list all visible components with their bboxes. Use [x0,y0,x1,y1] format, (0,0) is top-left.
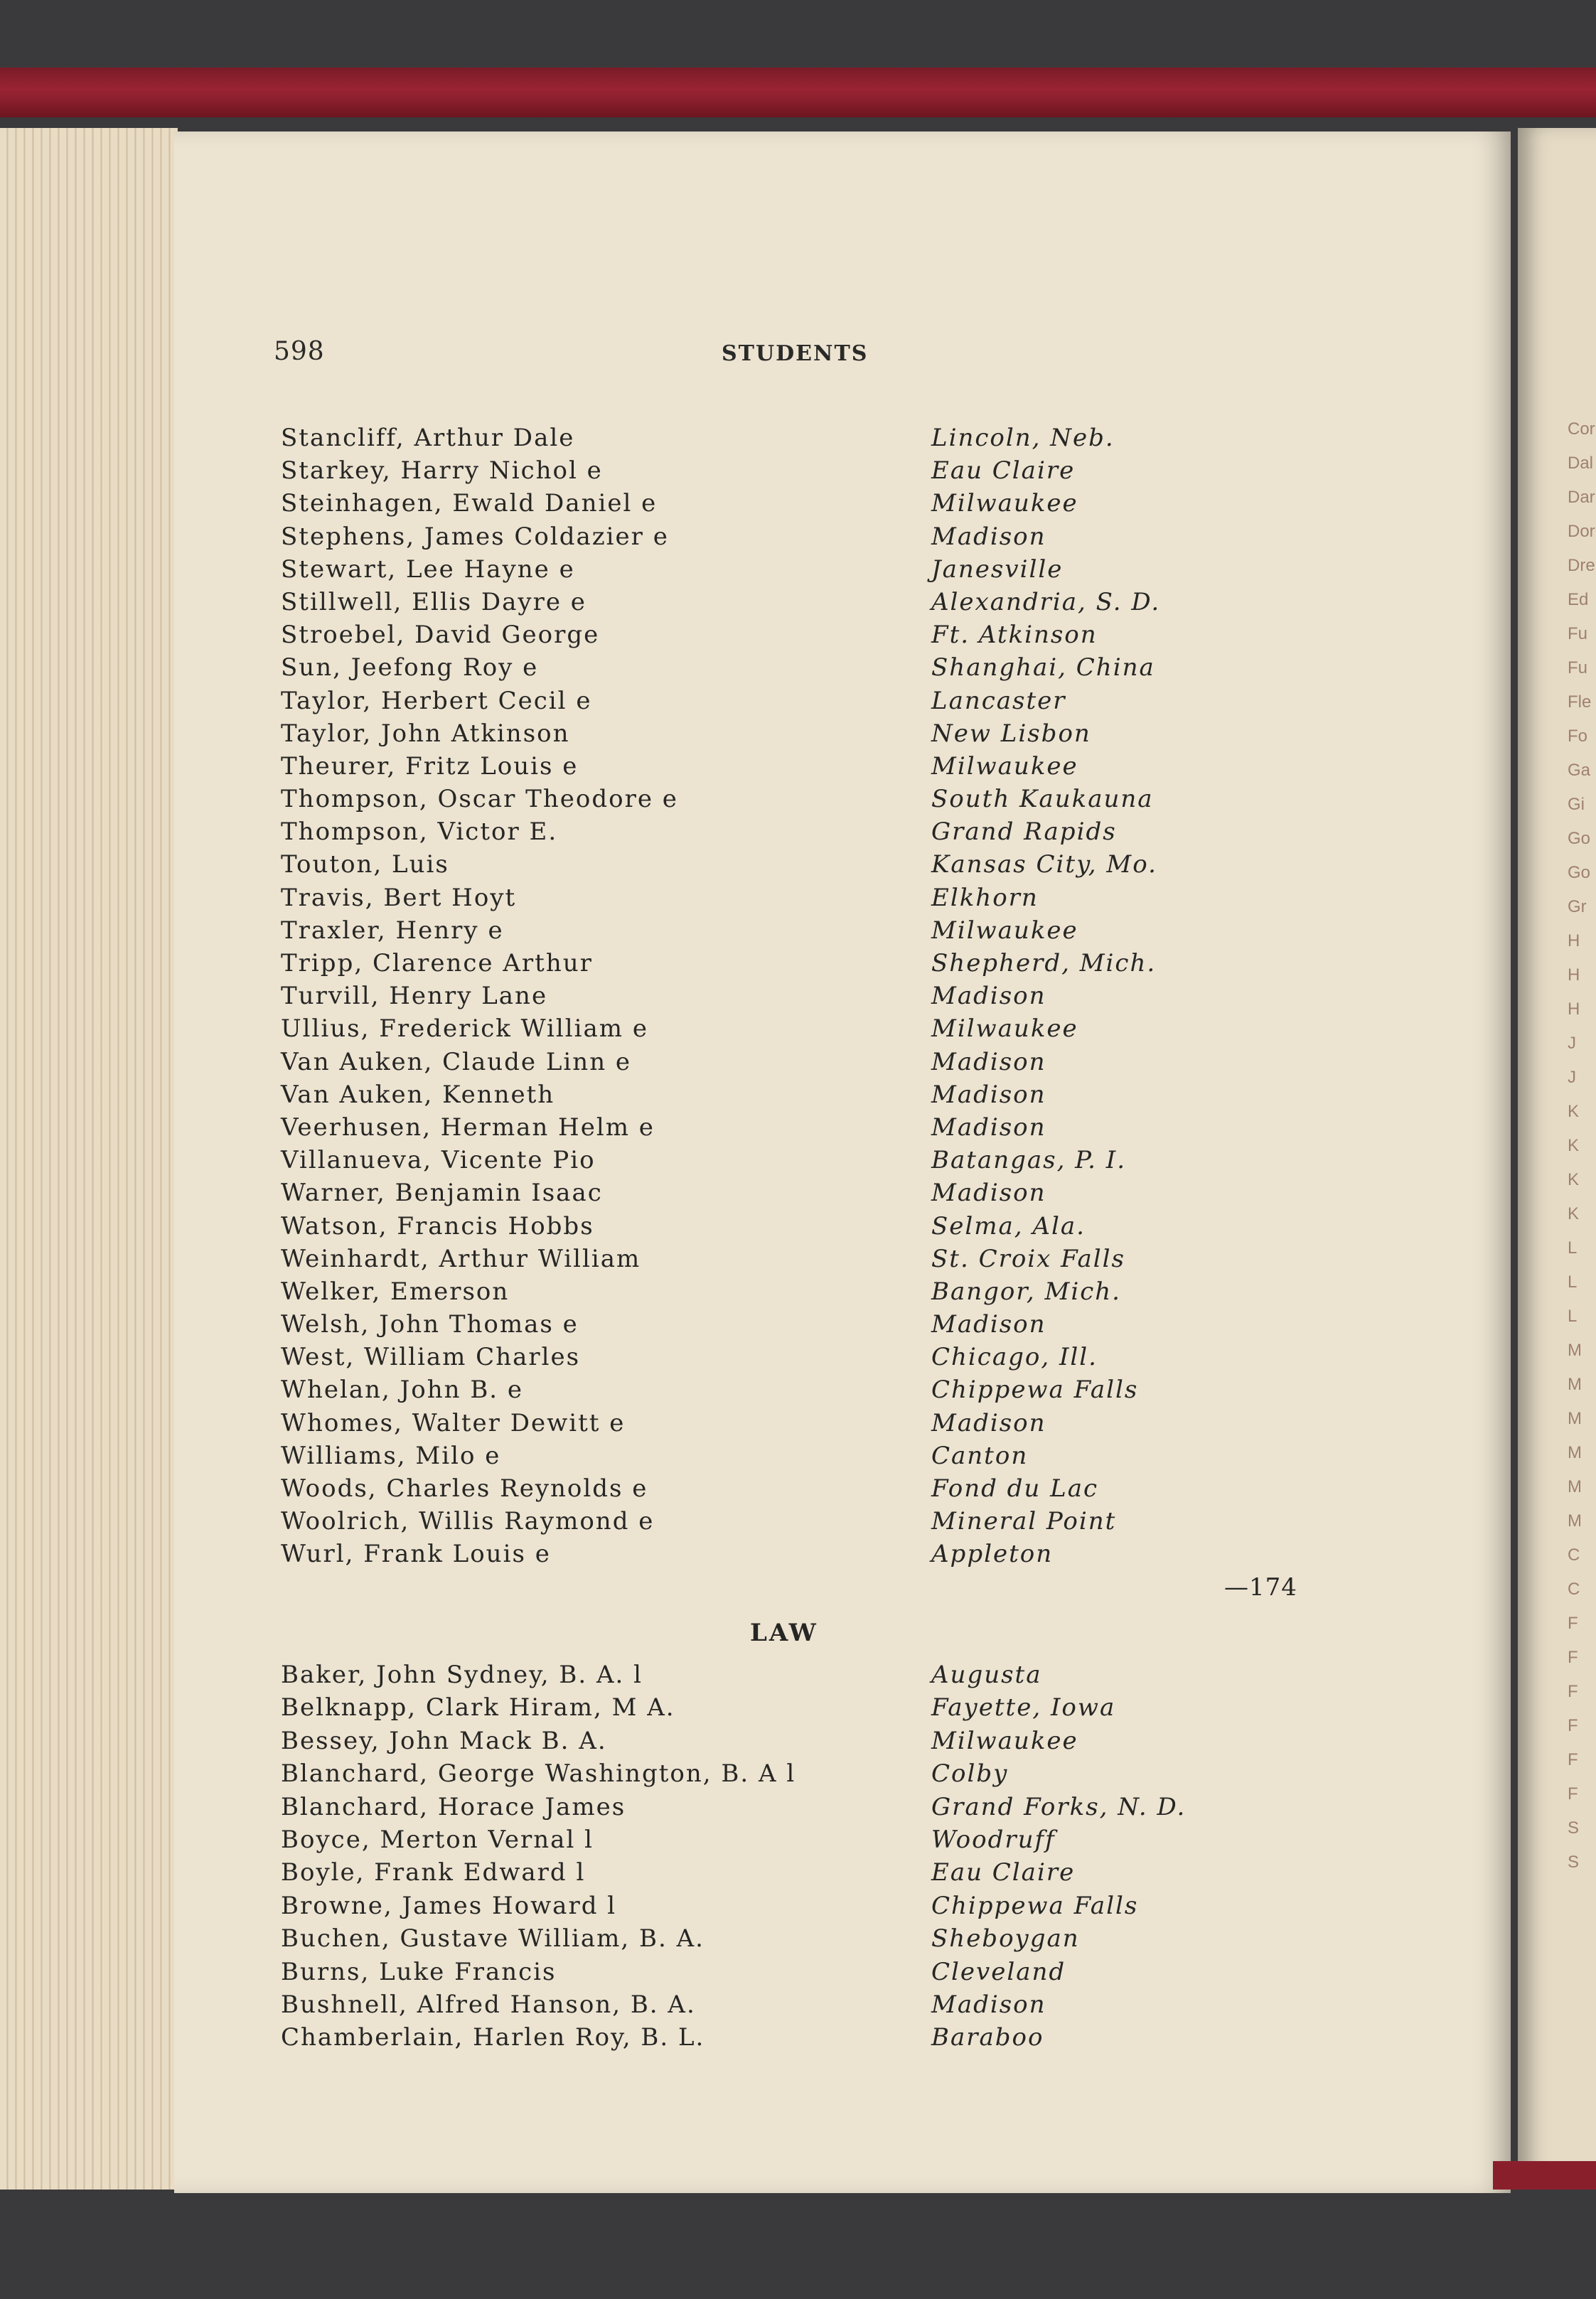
edge-fragment: K [1568,1170,1580,1189]
entry-name: Buchen, Gustave William, B. A. [281,1924,705,1954]
law-student-row [281,1725,1219,1757]
entry-place: Selma, Ala. [931,1211,1086,1240]
entry-name: Woods, Charles Reynolds e [281,1474,648,1503]
law-student-row [281,1856,1219,1889]
entry-place: Colby [931,1759,1009,1789]
entry-place: Milwaukee [931,751,1078,781]
edge-fragment: Fo [1568,727,1588,746]
entry-place: Fayette, Iowa [931,1693,1116,1722]
edge-fragment: F [1568,1716,1578,1735]
edge-fragment: C [1568,1545,1580,1565]
entry-place: Madison [931,1113,1046,1142]
entry-name: Stancliff, Arthur Dale [281,424,575,452]
entry-name: Belknapp, Clark Hiram, M A. [281,1693,675,1722]
student-row [281,980,1219,1012]
student-row [281,717,1219,750]
entry-place: Milwaukee [931,916,1078,945]
entry-place: New Lisbon [931,719,1091,748]
student-row [281,422,1219,454]
entry-name: Baker, John Sydney, B. A. l [281,1661,643,1689]
edge-fragment: Gi [1568,795,1585,814]
edge-fragment: K [1568,1204,1580,1223]
law-student-row [281,2021,1219,2054]
entry-name: Travis, Bert Hoyt [281,883,517,912]
edge-fragment: F [1568,1648,1578,1667]
book-binding-bottom [1493,2161,1596,2190]
entry-place: Appleton [931,1540,1054,1569]
entry-place: Eau Claire [931,1858,1076,1887]
student-row [281,1243,1219,1275]
entry-place: Madison [931,1179,1046,1208]
edge-fragment: M [1568,1477,1582,1496]
entry-place: Canton [931,1441,1029,1470]
entry-place: Chicago, Ill. [931,1343,1098,1372]
student-row [281,1308,1219,1341]
entry-name: Bessey, John Mack B. A. [281,1726,607,1755]
entry-name: Turvill, Henry Lane [281,982,548,1011]
book-binding-top [0,68,1596,117]
edge-fragment: Go [1568,863,1591,882]
edge-fragment: Dor [1568,522,1595,541]
edge-fragment: F [1568,1682,1578,1701]
entry-place: Lancaster [931,686,1066,715]
entry-place: Ft. Atkinson [931,621,1098,650]
entry-name: Van Auken, Kenneth [281,1080,555,1109]
student-row [281,1407,1219,1440]
entry-name: West, William Charles [281,1343,581,1372]
page-number: 598 [274,337,325,366]
edge-fragment: Fu [1568,658,1588,677]
entry-name: Boyce, Merton Vernal l [281,1825,594,1854]
entry-place: Batangas, P. I. [931,1146,1127,1175]
student-row [281,1472,1219,1505]
entry-name: Stroebel, David George [281,621,600,650]
edge-fragment: F [1568,1750,1578,1769]
student-row [281,1012,1219,1045]
entry-name: Ullius, Frederick William e [281,1014,648,1044]
entry-place: Shepherd, Mich. [931,949,1157,977]
edge-fragment: F [1568,1614,1578,1633]
entry-name: Blanchard, Horace James [281,1792,626,1821]
entry-place: Cleveland [931,1957,1066,1986]
law-student-row [281,1757,1219,1790]
student-row [281,454,1219,487]
student-row [281,1111,1219,1144]
law-student-row [281,1956,1219,1988]
student-row [281,1144,1219,1177]
student-row [281,586,1219,618]
edge-fragment: H [1568,965,1580,985]
entry-name: Theurer, Fritz Louis e [281,751,579,781]
edge-fragment: Dar [1568,488,1595,507]
entry-name: Thompson, Victor E. [281,818,558,847]
entry-name: Sun, Jeefong Roy e [281,653,539,682]
entry-name: Welker, Emerson [281,1277,510,1306]
edge-fragment: Cor [1568,419,1595,439]
entry-name: Bushnell, Alfred Hanson, B. A. [281,1990,696,2019]
student-row [281,815,1219,848]
edge-fragment: Fu [1568,624,1588,643]
student-row [281,1341,1219,1373]
entry-place: Madison [931,1310,1046,1339]
edge-fragment: K [1568,1136,1580,1155]
student-row [281,1373,1219,1406]
edge-fragment: J [1568,1034,1576,1053]
entry-place: Milwaukee [931,489,1078,518]
entry-place: Augusta [931,1661,1042,1689]
law-student-row [281,1791,1219,1823]
edge-fragment: L [1568,1272,1578,1292]
page-stack-edge [0,128,178,2190]
edge-fragment: M [1568,1341,1582,1360]
entry-place: Shanghai, China [931,653,1155,682]
entry-place: Chippewa Falls [931,1891,1139,1920]
entry-name: Tripp, Clarence Arthur [281,949,593,977]
edge-fragment: S [1568,1853,1580,1872]
entry-name: Watson, Francis Hobbs [281,1211,594,1240]
law-student-row [281,1691,1219,1724]
entry-place: Madison [931,1408,1046,1437]
entry-name: Taylor, John Atkinson [281,719,570,748]
entry-name: Burns, Luke Francis [281,1957,557,1986]
students-list [281,422,1219,1571]
entry-place: Alexandria, S. D. [931,587,1161,616]
entry-name: Stephens, James Coldazier e [281,522,669,551]
entry-name: Boyle, Frank Edward l [281,1858,586,1887]
entry-place: Grand Forks, N. D. [931,1792,1187,1821]
student-row [281,1275,1219,1308]
edge-fragment: Ed [1568,590,1589,609]
entry-place: Madison [931,1080,1046,1109]
student-row [281,783,1219,815]
entry-name: Veerhusen, Herman Helm e [281,1113,655,1142]
edge-fragment: M [1568,1409,1582,1428]
entry-place: Eau Claire [931,456,1076,486]
entry-place: Madison [931,982,1046,1011]
student-row [281,618,1219,651]
entry-name: Stewart, Lee Hayne e [281,554,575,584]
student-row [281,1046,1219,1078]
entry-name: Blanchard, George Washington, B. A l [281,1759,796,1789]
law-student-row [281,1922,1219,1955]
student-row [281,1078,1219,1111]
entry-name: Whomes, Walter Dewitt e [281,1408,626,1437]
entry-name: Van Auken, Claude Linn e [281,1047,632,1076]
student-row [281,651,1219,684]
student-row [281,1177,1219,1209]
entry-place: Woodruff [931,1825,1056,1854]
edge-fragment: C [1568,1580,1580,1599]
entry-name: Taylor, Herbert Cecil e [281,686,592,715]
edge-fragment: Gr [1568,897,1587,916]
edge-fragment: J [1568,1068,1576,1087]
entry-name: Browne, James Howard l [281,1891,617,1920]
entry-place: Sheboygan [931,1924,1080,1954]
entry-place: Madison [931,522,1046,551]
edge-fragment: Dal [1568,454,1594,473]
student-row [281,487,1219,520]
edge-fragment: S [1568,1818,1580,1838]
edge-fragment: Dre [1568,556,1595,575]
student-row [281,848,1219,881]
edge-fragment: Go [1568,829,1591,848]
entry-place: Mineral Point [931,1507,1117,1536]
facing-page-edge-text [1568,419,1596,1887]
entry-place: Janesville [931,554,1064,584]
law-student-row [281,1890,1219,1922]
edge-fragment: M [1568,1443,1582,1462]
entry-place: Baraboo [931,2023,1044,2052]
entry-place: Kansas City, Mo. [931,850,1157,879]
edge-fragment: H [1568,1000,1580,1019]
entry-place: St. Croix Falls [931,1244,1125,1273]
student-row [281,914,1219,947]
entry-name: Wurl, Frank Louis e [281,1540,551,1569]
entry-place: Madison [931,1047,1046,1076]
edge-fragment: L [1568,1238,1578,1258]
student-row [281,1210,1219,1243]
entry-place: Lincoln, Neb. [931,424,1115,452]
edge-fragment: F [1568,1784,1578,1804]
entry-name: Weinhardt, Arthur William [281,1244,641,1273]
entry-name: Thompson, Oscar Theodore e [281,785,678,814]
entry-place: Milwaukee [931,1726,1078,1755]
entry-place: Milwaukee [931,1014,1078,1044]
entry-name: Touton, Luis [281,850,449,879]
entry-name: Villanueva, Vicente Pio [281,1146,596,1175]
student-row [281,520,1219,553]
student-row [281,947,1219,980]
student-row [281,750,1219,783]
entry-name: Warner, Benjamin Isaac [281,1179,603,1208]
entry-place: Chippewa Falls [931,1376,1139,1405]
student-row [281,1440,1219,1472]
law-student-row [281,1988,1219,2021]
entry-place: South Kaukauna [931,785,1154,814]
edge-fragment: L [1568,1307,1578,1326]
entry-name: Stillwell, Ellis Dayre e [281,587,587,616]
edge-fragment: H [1568,931,1580,950]
edge-fragment: M [1568,1375,1582,1394]
entry-place: Grand Rapids [931,818,1117,847]
entry-name: Welsh, John Thomas e [281,1310,579,1339]
edge-fragment: M [1568,1511,1582,1531]
entry-name: Traxler, Henry e [281,916,504,945]
law-student-row [281,1658,1219,1691]
running-head: STUDENTS [722,341,869,366]
entry-place: Madison [931,1990,1046,2019]
edge-fragment: Fle [1568,692,1592,712]
student-row [281,1538,1219,1570]
entry-name: Starkey, Harry Nichol e [281,456,603,486]
law-list [281,1658,1219,2054]
entry-name: Steinhagen, Ewald Daniel e [281,489,658,518]
entry-name: Woolrich, Willis Raymond e [281,1507,655,1536]
entry-name: Chamberlain, Harlen Roy, B. L. [281,2023,705,2052]
entry-name: Williams, Milo e [281,1441,501,1470]
entry-place: Bangor, Mich. [931,1277,1121,1306]
edge-fragment: Ga [1568,761,1591,780]
student-row [281,881,1219,914]
student-row [281,1505,1219,1538]
law-heading: LAW [750,1619,818,1647]
entry-place: Fond du Lac [931,1474,1099,1503]
entry-name: Whelan, John B. e [281,1376,524,1405]
student-row [281,685,1219,717]
law-student-row [281,1823,1219,1856]
students-count: —174 [1224,1573,1297,1602]
student-row [281,553,1219,586]
edge-fragment: K [1568,1102,1580,1121]
entry-place: Elkhorn [931,883,1039,912]
